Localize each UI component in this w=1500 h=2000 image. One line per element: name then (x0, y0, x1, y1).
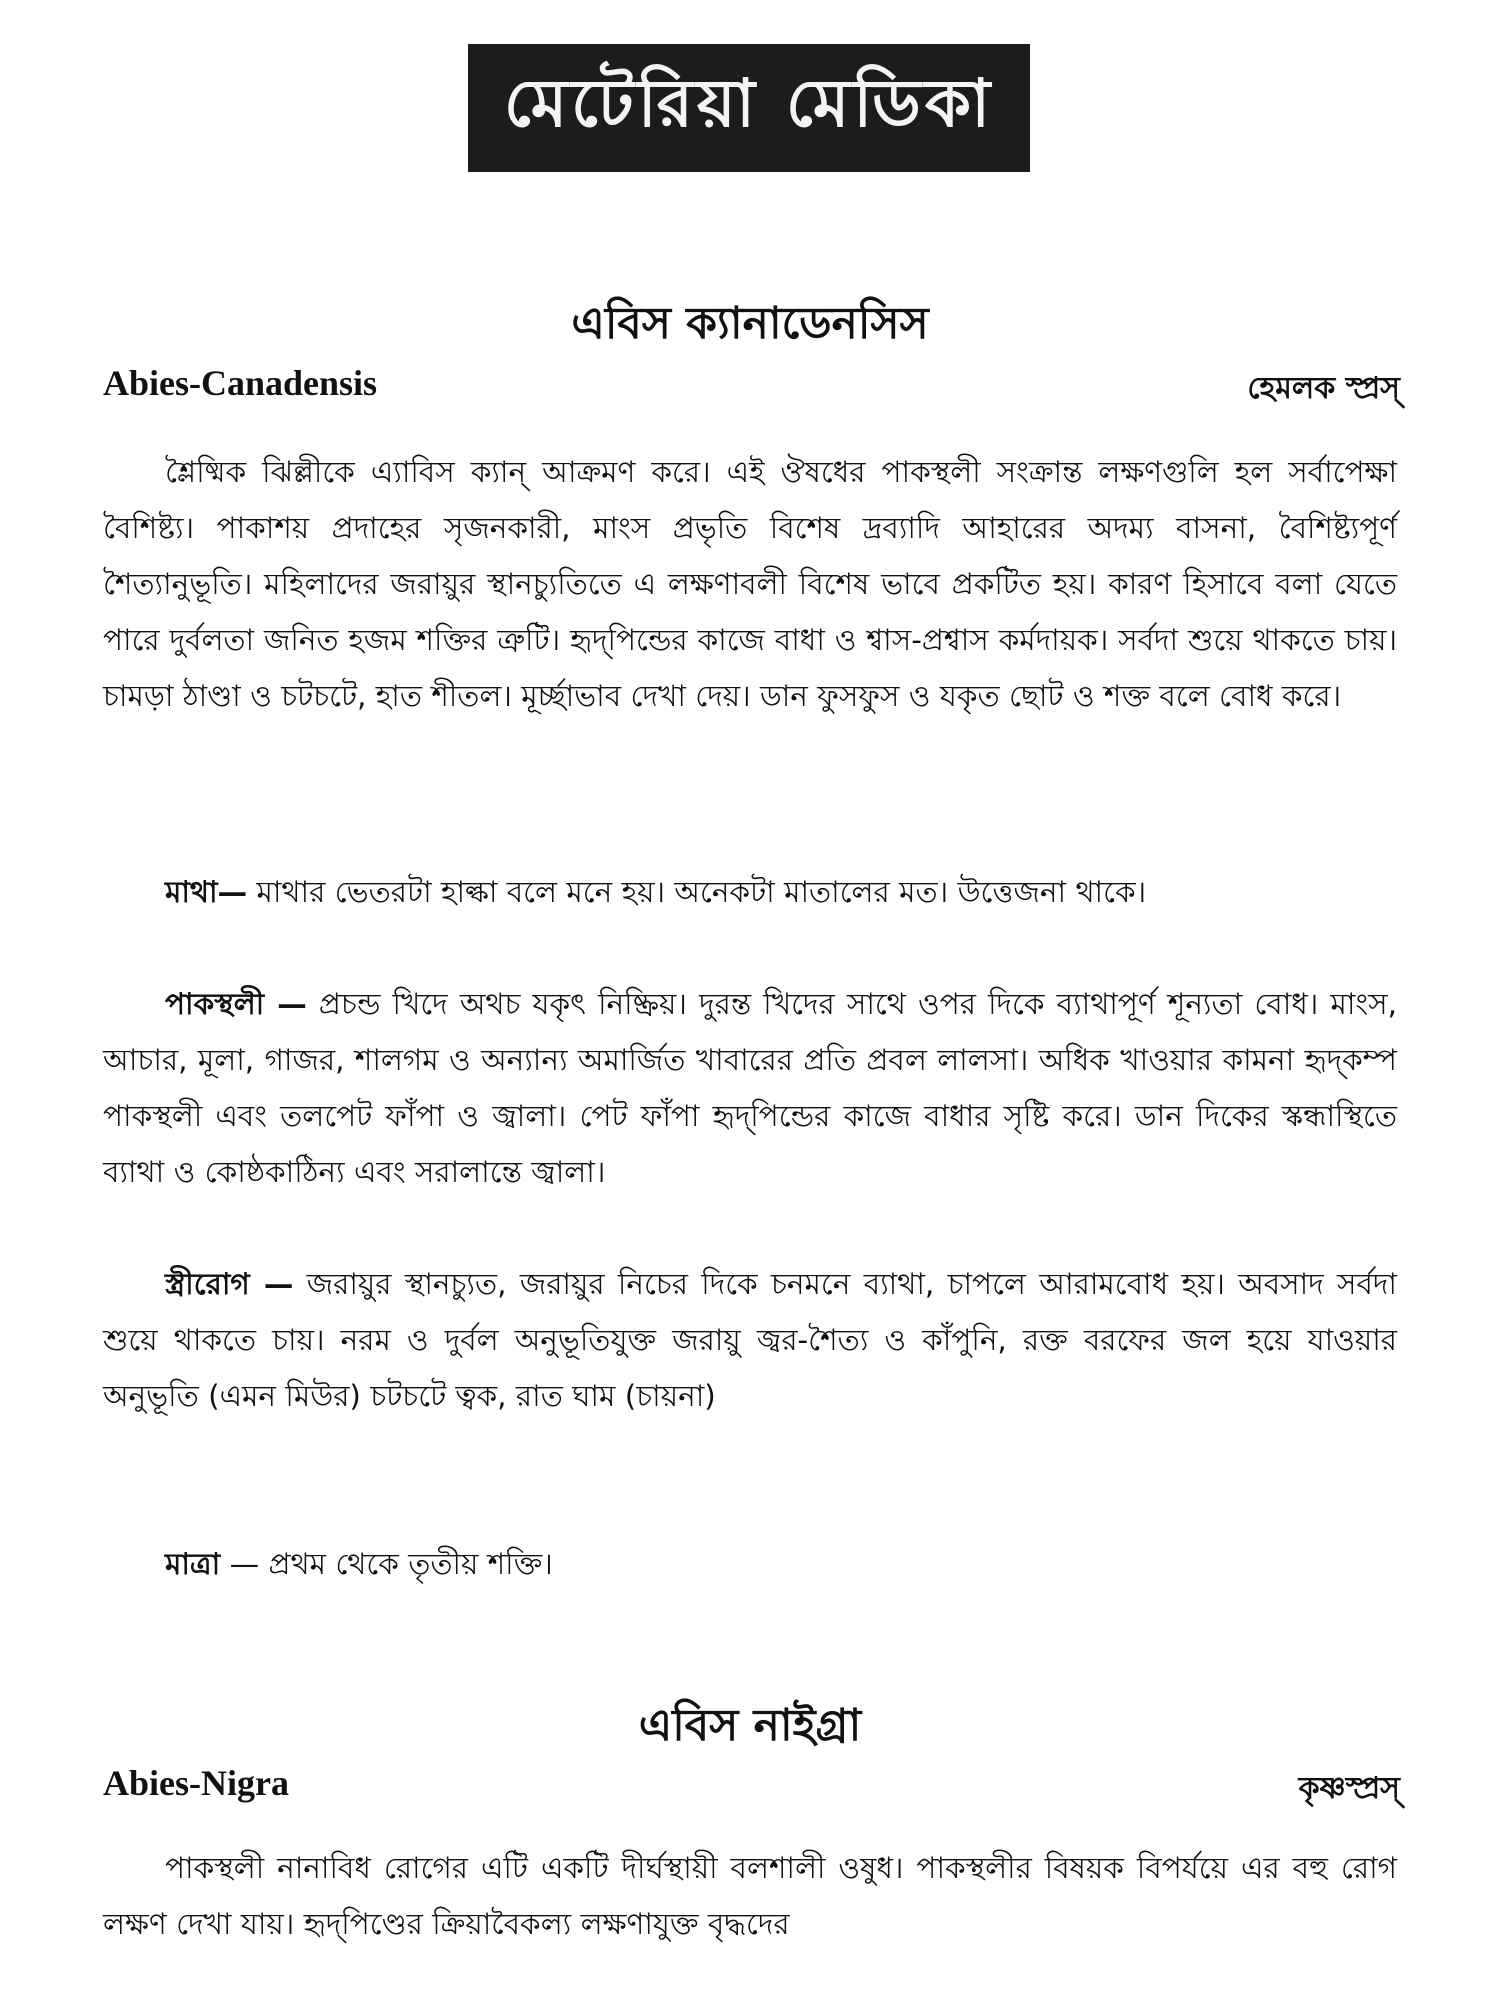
common-name: কৃষ্ণস্প্রস্ (1298, 1771, 1400, 1806)
dose-text: — প্রথম থেকে তৃতীয় শক্তি। (229, 1547, 553, 1581)
head-text: মাথার ভেতরটা হাল্কা বলে মনে হয়। অনেকটা মাতালের মত। উত্তেজনা থাকে। (256, 875, 1147, 909)
female-text: জরায়ুর স্থানচ্যুত, জরায়ুর নিচের দিকে চনমনে ব্যাথা, চাপলে আরামবোধ হয়। অবসাদ সর্বদা শুয়ে থাকতে চায়। নরম ও দুর্বল অনুভূতিযুক্ত জরায়ু জ্বর-শৈত্য ও কাঁপুনি, রক্ত বরফের জল হয়ে যাওয়ার অনুভূতি (এমন মিউর) চটচটে ত্বক, রাত ঘাম (চায়না) (103, 1267, 1397, 1413)
stomach-label: পাকস্থলী — (165, 987, 307, 1021)
section-intro: শ্লৈষ্মিক ঝিল্লীকে এ্যাবিস ক্যান্ আক্রমণ করে। এই ঔষধের পাকস্থলী সংক্রান্ত লক্ষণগুলি হল সর্বাপেক্ষা বৈশিষ্ট্য। পাকাশয় প্রদাহের সৃজনকারী, মাংস প্রভৃতি বিশেষ দ্রব্যাদি আহারের অদম্য বাসনা, বৈশিষ্ট্যপূর্ণ শৈত্যানুভূতি। মহিলাদের জরায়ুর স্থানচ্যুতিতে এ লক্ষণাবলী বিশেষ ভাবে প্রকটিত হয়। কারণ হিসাবে বলা যেতে পারে দুর্বলতা জনিত হজম শক্তির ত্রুটি। হৃদ্‌পিন্ডের কাজে বাধা ও শ্বাস-প্রশ্বাস কর্মদায়ক। সর্বদা শুয়ে থাকতে চায়। চামড়া ঠাণ্ডা ও চটচটে, হাত শীতল। মূর্চ্ছাভাব দেখা দেয়। ডান ফুসফুস ও যকৃত ছোট ও শক্ত বলে বোধ করে। (103, 455, 1397, 713)
stomach-paragraph (103, 976, 1397, 1200)
head-label: মাথা— (165, 875, 248, 909)
stomach-text: প্রচন্ড খিদে অথচ যকৃৎ নিষ্ক্রিয়। দুরন্ত খিদের সাথে ওপর দিকে ব্যাথাপূর্ণ শূন্যতা বোধ। মাংস, আচার, মূলা, গাজর, শালগম ও অন্যান্য অমার্জিত খাবারের প্রতি প্রবল লালসা। অধিক খাওয়ার কামনা হৃদ্‌কম্প পাকস্থলী এবং তলপেট ফাঁপা ও জ্বালা। পেট ফাঁপা হৃদ্‌পিন্ডের কাজে বাধার সৃষ্টি করে। ডান দিকের স্কন্ধাস্থিতে ব্যাথা ও কোষ্ঠকাঠিন্য এবং সরালান্তে জ্বালা। (103, 987, 1397, 1189)
latin-name: Abies-Nigra (103, 1763, 289, 1803)
section-title: এবিস ক্যানাডেনসিস (571, 298, 929, 349)
female-label: স্ত্রীরোগ — (165, 1267, 294, 1301)
section-intro: পাকস্থলী নানাবিধ রোগের এটি একটি দীর্ঘস্থায়ী বলশালী ওষুধ। পাকস্থলীর বিষয়ক বিপর্যয়ে এর বহু রোগ লক্ষণ দেখা যায়। হৃদ্‌পিণ্ডের ক্রিয়াবৈকল্য লক্ষণাযুক্ত বৃদ্ধদের (103, 1851, 1397, 1941)
latin-name: Abies-Canadensis (103, 363, 378, 403)
page-banner: মেটেরিয়া মেডিকা (468, 44, 1030, 172)
dose-paragraph (103, 1536, 1397, 1592)
head-paragraph (103, 864, 1397, 920)
dose-label: মাত্রা (165, 1547, 221, 1581)
common-name: হেমলক স্প্রস্ (1247, 371, 1400, 406)
female-paragraph (103, 1256, 1397, 1424)
section-title: এবিস নাইগ্রা (638, 1700, 862, 1751)
